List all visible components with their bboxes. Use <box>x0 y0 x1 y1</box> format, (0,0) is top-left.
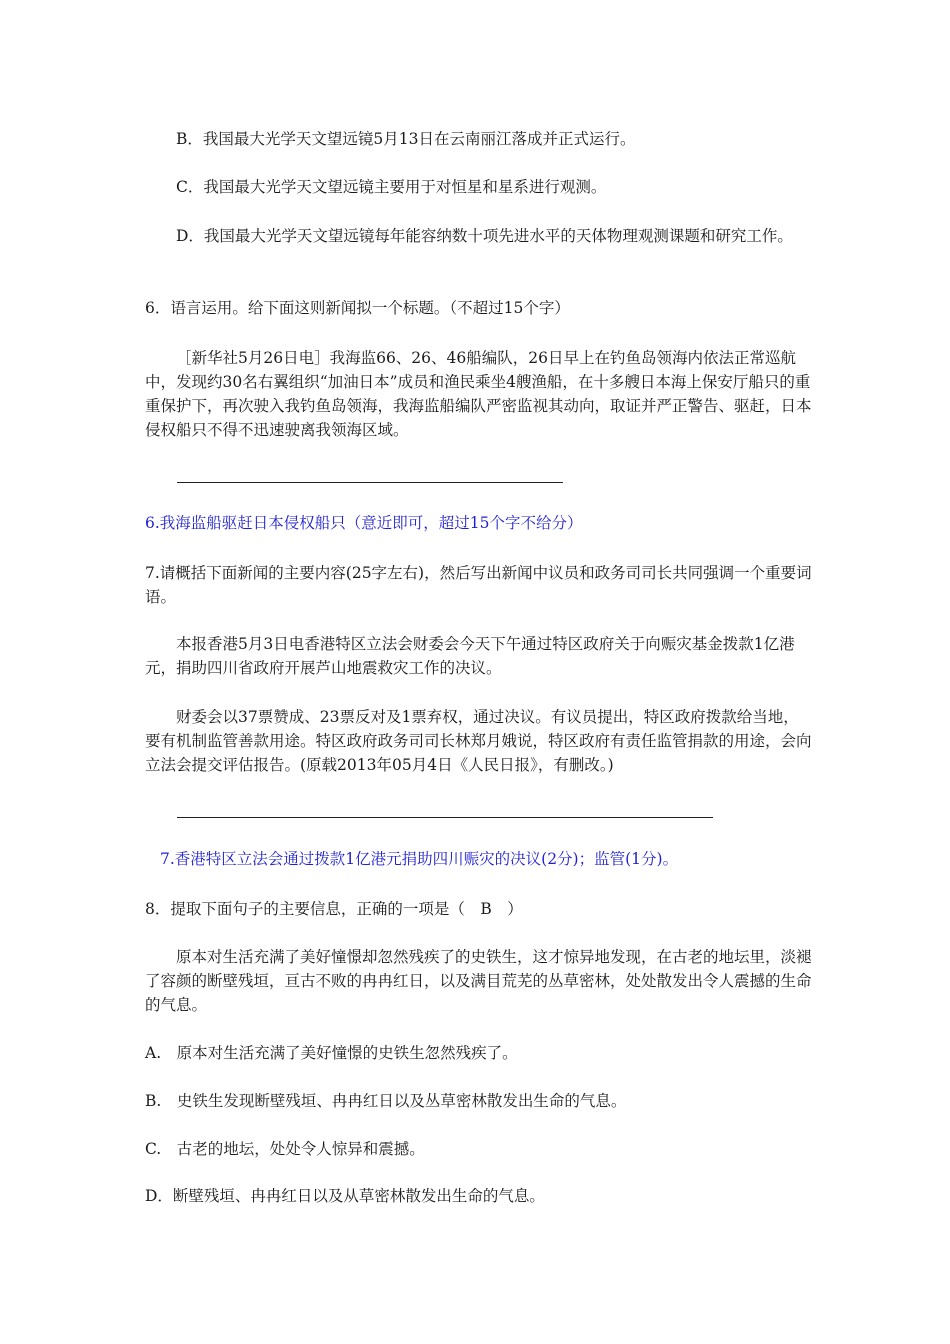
q6-answer: 6.我海监船驱赶日本侵权船只（意近即可，超过15个字不给分） <box>145 514 583 532</box>
q7-paragraph-1: 本报香港5月3日电香港特区立法会财委会今天下午通过特区政府关于向赈灾基金拨款1亿港元，捐助四川省政府开展芦山地震救灾工作的决议。 <box>145 635 795 677</box>
q8-option-d: D．断壁残垣、冉冉红日以及从草密林散发出生命的气息。 <box>145 1187 545 1205</box>
q8-option-b: B. 史铁生发现断壁残垣、冉冉红日以及丛草密林散发出生命的气息。 <box>145 1092 627 1110</box>
q8-option-c: C. 古老的地坛，处处令人惊异和震撼。 <box>145 1140 425 1158</box>
q6-prompt: 6．语言运用。给下面这则新闻拟一个标题。（不超过15个字） <box>145 299 570 317</box>
q5-option-c: C．我国最大光学天文望远镜主要用于对恒星和星系进行观测。 <box>176 178 607 196</box>
q7-answer: 7.香港特区立法会通过拨款1亿港元捐助四川赈灾的决议(2分)；监管(1分)。 <box>160 850 679 868</box>
q7-paragraph-2: 财委会以37票赞成、23票反对及1票弃权，通过决议。有议员提出，特区政府拨款给当地，要有机制监管善款用途。特区政府政务司司长林郑月娥说，特区政府有责任监管捐款的用途，会向立法会提交评估报告。(原载2013年05月4日《人民日报》，有删改。) <box>145 708 812 774</box>
q5-option-d: D．我国最大光学天文望远镜每年能容纳数十项先进水平的天体物理观测课题和研究工作。 <box>176 227 793 245</box>
q5-option-b: B．我国最大光学天文望远镜5月13日在云南丽江落成并正式运行。 <box>176 130 636 148</box>
q8-prompt: 8．提取下面句子的主要信息，正确的一项是（ B ） <box>145 900 523 918</box>
q6-answer-line <box>177 482 563 483</box>
q7-prompt: 7.请概括下面新闻的主要内容(25字左右)，然后写出新闻中议员和政务司司长共同强调一个重要词语。 <box>145 564 812 606</box>
q6-passage: ［新华社5月26日电］我海监66、26、46船编队，26日早上在钓鱼岛领海内依法正常巡航中，发现约30名右翼组织“加油日本”成员和渔民乘坐4艘渔船，在十多艘日本海上保安厅船只的重重保护下，再次驶入我钓鱼岛领海，我海监船编队严密监视其动向，取证并严正警告、驱赶，日本侵权船只不得不迅速驶离我领海区域。 <box>145 349 812 439</box>
q7-answer-line <box>177 817 713 818</box>
q8-passage: 原本对生活充满了美好憧憬却忽然残疾了的史铁生，这才惊异地发现，在古老的地坛里，淡褪了容颜的断壁残垣，亘古不败的冉冉红日，以及满目荒芜的丛草密林，处处散发出令人震撼的生命的气息。 <box>145 948 812 1014</box>
q8-option-a: A. 原本对生活充满了美好憧憬的史铁生忽然残疾了。 <box>145 1044 518 1062</box>
